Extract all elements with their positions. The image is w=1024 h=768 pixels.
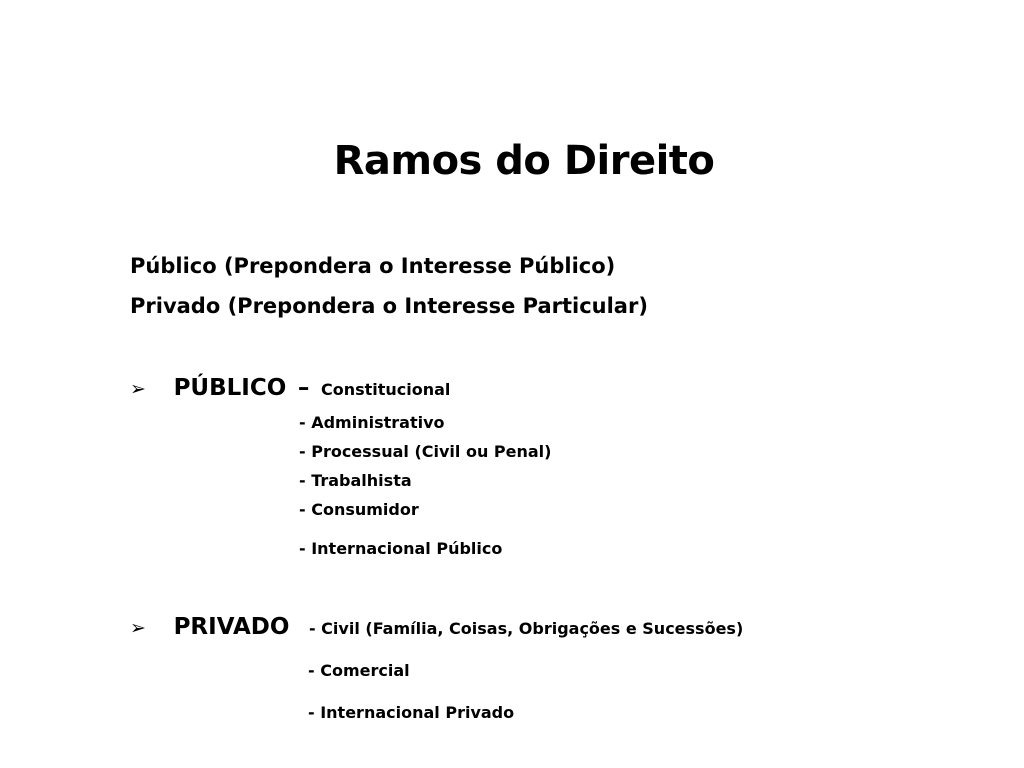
heading-dash: –: [297, 375, 310, 401]
publico-item: - Consumidor: [299, 500, 419, 519]
bullet-publico: [130, 375, 450, 401]
privado-first-item: - Civil (Família, Coisas, Obrigações e Sucessões): [308, 619, 744, 638]
privado-item: - Internacional Privado: [308, 703, 515, 722]
publico-first-item: Constitucional: [320, 380, 451, 399]
bullet-privado: [130, 614, 743, 640]
section-heading-privado: PRIVADO: [173, 614, 290, 640]
arrow-bullet-icon: ➢: [130, 617, 146, 639]
publico-item: - Internacional Público: [299, 539, 503, 558]
publico-item: - Trabalhista: [299, 471, 412, 490]
intro-line-publico: Público (Prepondera o Interesse Público): [130, 254, 616, 278]
publico-item: - Processual (Civil ou Penal): [299, 442, 552, 461]
section-heading-publico: PÚBLICO: [173, 375, 287, 401]
intro-line-privado: Privado (Prepondera o Interesse Particular): [130, 294, 648, 318]
arrow-bullet-icon: ➢: [130, 378, 146, 400]
publico-item: - Administrativo: [299, 413, 445, 432]
privado-item: - Comercial: [308, 661, 410, 680]
slide-title: Ramos do Direito: [333, 138, 715, 184]
